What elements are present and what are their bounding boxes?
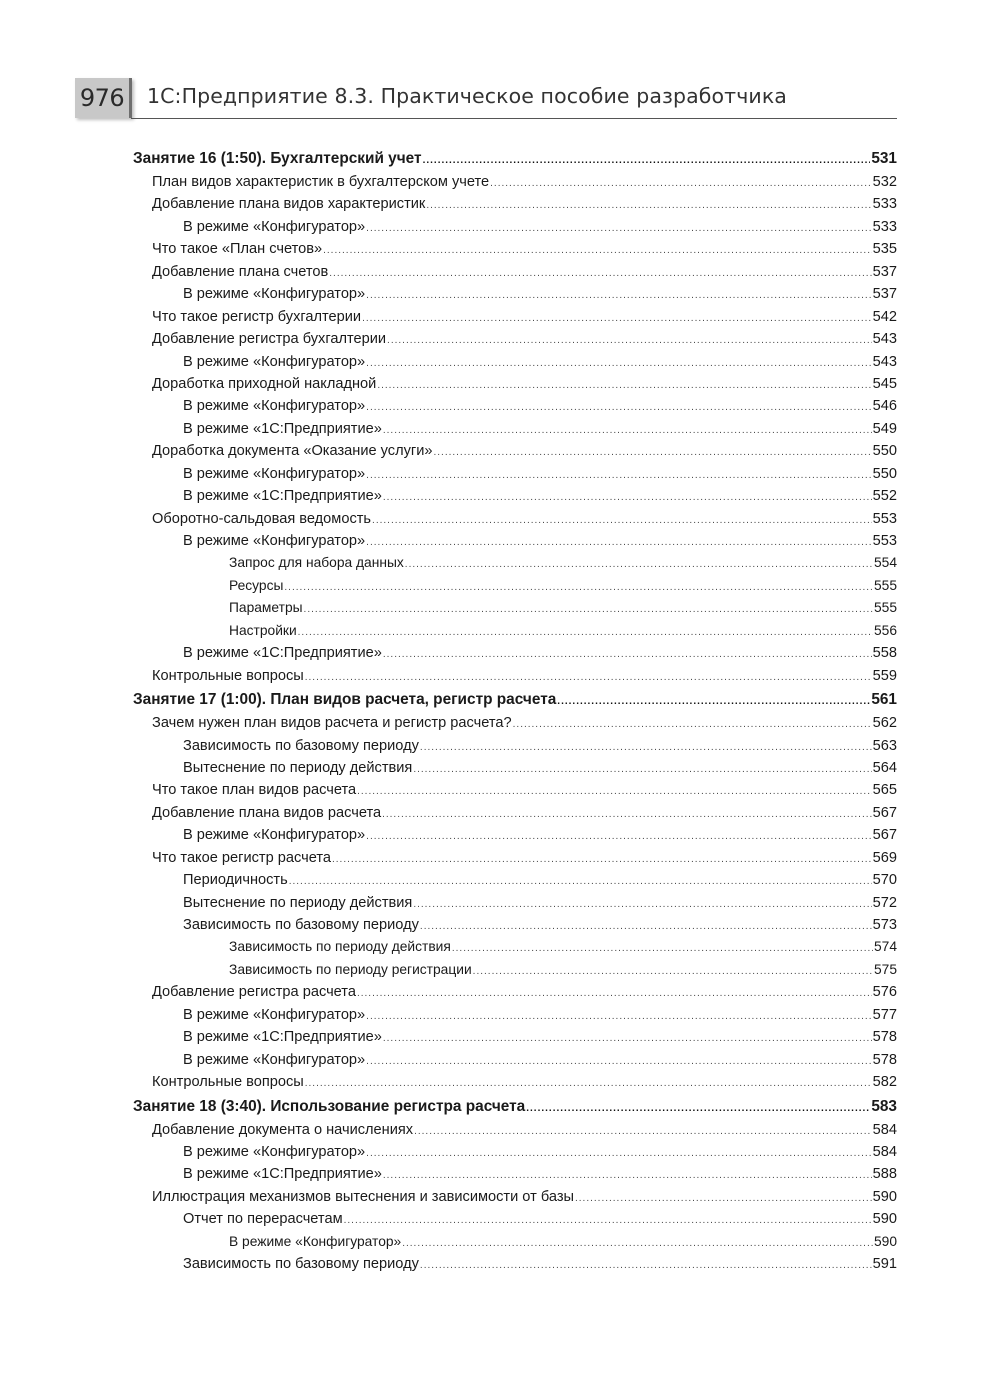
toc-entry[interactable] — [133, 1049, 897, 1071]
toc-entry-page: 572 — [872, 894, 897, 911]
dot-leader — [382, 804, 872, 826]
toc-entry[interactable] — [133, 418, 897, 440]
toc-entry-page: 543 — [872, 331, 897, 348]
toc-entry-page: 559 — [872, 667, 897, 684]
dot-leader — [383, 1165, 872, 1187]
dot-leader — [387, 330, 872, 352]
toc-entry-title: Зависимость по базовому периоду — [183, 917, 419, 933]
toc-entry[interactable] — [133, 1004, 897, 1026]
toc-entry-title: Запрос для набора данных — [229, 555, 404, 571]
toc-entry[interactable] — [133, 485, 897, 507]
dot-leader — [413, 894, 871, 916]
dot-leader — [402, 1233, 873, 1255]
dot-leader — [284, 577, 873, 599]
toc-entry-title: В режиме «Конфигуратор» — [183, 286, 366, 303]
toc-entry-title: Зачем нужен план видов расчета и регистр расчета? — [152, 715, 512, 732]
toc-entry[interactable] — [133, 936, 897, 958]
toc-entry-page: 550 — [872, 465, 897, 482]
toc-entry[interactable] — [133, 1026, 897, 1048]
toc-entry-page: 584 — [872, 1121, 897, 1138]
dot-leader — [452, 938, 873, 960]
toc-entry-title: Добавление плана видов расчета — [152, 804, 382, 821]
toc-entry-page: 590 — [872, 1188, 897, 1205]
toc-entry[interactable] — [133, 1253, 897, 1275]
toc-entry[interactable] — [133, 665, 897, 687]
toc-entry[interactable] — [133, 283, 897, 305]
toc-entry[interactable] — [133, 597, 897, 619]
dot-leader — [298, 622, 873, 644]
toc-entry-page: 558 — [872, 645, 897, 662]
toc-entry-page: 582 — [872, 1074, 897, 1091]
toc-entry-page: 576 — [872, 984, 897, 1001]
toc-entry-page: 543 — [872, 353, 897, 370]
running-title: 1С:Предприятие 8.3. Практическое пособие разработчика — [147, 84, 787, 108]
header-divider — [131, 118, 897, 119]
toc-entry-page: 567 — [872, 827, 897, 844]
toc-entry-page: 562 — [872, 715, 897, 732]
toc-entry[interactable] — [133, 1071, 897, 1093]
toc-entry-page: 554 — [873, 555, 897, 571]
toc-entry[interactable] — [133, 193, 897, 215]
toc-entry-title: Вытеснение по периоду действия — [183, 759, 413, 776]
toc-entry-title: Отчет по перерасчетам — [183, 1211, 343, 1228]
toc-entry-title: В режиме «Конфигуратор» — [183, 465, 366, 482]
toc-entry-page: 565 — [872, 782, 897, 799]
dot-leader — [304, 599, 873, 621]
toc-entry-title: Иллюстрация механизмов вытеснения и зависимости от базы — [152, 1188, 574, 1205]
toc-entry[interactable] — [133, 981, 897, 1003]
dot-leader — [490, 173, 872, 195]
toc-entry-page: 590 — [873, 1233, 897, 1249]
dot-leader — [413, 759, 871, 781]
dot-leader — [383, 644, 872, 666]
toc-entry[interactable] — [133, 530, 897, 552]
toc-entry-page: 546 — [872, 398, 897, 415]
toc-entry-page: 561 — [871, 691, 897, 709]
dot-leader — [473, 961, 873, 983]
toc-entry[interactable] — [133, 620, 897, 642]
toc-entry-page: 556 — [873, 622, 897, 638]
toc-entry[interactable] — [133, 552, 897, 574]
toc-entry-page: 577 — [872, 1006, 897, 1023]
toc-chapter-entry[interactable] — [133, 1094, 897, 1119]
dot-leader — [420, 737, 872, 759]
toc-entry-title: В режиме «Конфигуратор» — [183, 353, 366, 370]
dot-leader — [420, 1255, 872, 1277]
dot-leader — [420, 916, 872, 938]
toc-entry[interactable] — [133, 869, 897, 891]
toc-entry-title: Добавление плана видов характеристик — [152, 196, 426, 213]
dot-leader — [323, 240, 872, 262]
toc-entry-page: 583 — [871, 1097, 897, 1115]
dot-leader — [362, 308, 872, 330]
dot-leader — [332, 849, 872, 871]
toc-entry-page: 532 — [872, 174, 897, 190]
toc-entry-page: 535 — [872, 241, 897, 258]
toc-entry-title: В режиме «1С:Предприятие» — [183, 488, 382, 505]
toc-entry-title: В режиме «Конфигуратор» — [183, 827, 366, 844]
toc-entry-title: Зависимость по базовому периоду — [183, 1256, 419, 1273]
toc-entry-title: План видов характеристик в бухгалтерском учете — [152, 174, 490, 190]
dot-leader — [383, 420, 872, 442]
toc-entry-page: 590 — [872, 1211, 897, 1228]
toc-entry-title: Что такое регистр расчета — [152, 849, 331, 866]
toc-entry-title: В режиме «Конфигуратор» — [183, 1051, 366, 1068]
toc-entry[interactable] — [133, 463, 897, 485]
toc-entry-title: Зависимость по периоду действия — [229, 939, 451, 955]
toc-entry-page: 574 — [873, 939, 897, 955]
toc-entry-title: Занятие 16 (1:50). Бухгалтерский учет — [133, 150, 422, 167]
toc-entry-page: 575 — [873, 961, 897, 977]
toc-entry-title: В режиме «Конфигуратор» — [183, 1143, 366, 1160]
toc-entry-page: 564 — [872, 759, 897, 776]
toc-entry-page: 550 — [872, 443, 897, 460]
toc-entry[interactable] — [133, 238, 897, 260]
toc-entry[interactable] — [133, 914, 897, 936]
dot-leader — [366, 1051, 871, 1073]
toc-entry-title: В режиме «Конфигуратор» — [183, 533, 366, 549]
toc-entry[interactable] — [133, 306, 897, 328]
dot-leader — [357, 781, 872, 803]
dot-leader — [372, 510, 872, 532]
toc-entry-title: Добавление документа о начислениях — [152, 1121, 414, 1138]
toc-entry-title: Что такое регистр бухгалтерии — [152, 308, 362, 325]
toc-entry[interactable] — [133, 1231, 897, 1253]
toc-entry-title: Что такое «План счетов» — [152, 241, 323, 258]
toc-entry-page: 578 — [872, 1051, 897, 1068]
toc-entry-page: 591 — [872, 1256, 897, 1273]
dot-leader — [366, 353, 871, 375]
toc-entry[interactable] — [133, 735, 897, 757]
toc-entry-page: 533 — [872, 196, 897, 213]
toc-entry-page: 533 — [872, 218, 897, 235]
toc-entry-title: Периодичность — [183, 872, 288, 889]
dot-leader — [526, 1096, 870, 1121]
dot-leader — [433, 442, 871, 464]
dot-leader — [513, 714, 872, 736]
toc-entry-page: 555 — [873, 577, 897, 593]
toc-entry[interactable] — [133, 1208, 897, 1230]
toc-entry-page: 553 — [872, 510, 897, 527]
toc-entry[interactable] — [133, 779, 897, 801]
toc-entry[interactable] — [133, 351, 897, 373]
toc-entry[interactable] — [133, 712, 897, 734]
toc-entry-title: В режиме «Конфигуратор» — [183, 398, 366, 415]
dot-leader — [405, 554, 873, 576]
dot-leader — [344, 1210, 872, 1232]
toc-entry[interactable] — [133, 1119, 897, 1141]
toc-entry-title: Доработка приходной накладной — [152, 375, 377, 392]
toc-entry-title: В режиме «Конфигуратор» — [183, 1006, 366, 1023]
toc-entry[interactable] — [133, 575, 897, 597]
dot-leader — [357, 983, 872, 1005]
dot-leader — [423, 148, 871, 173]
toc-entry-page: 542 — [872, 308, 897, 325]
toc-entry-page: 584 — [872, 1143, 897, 1160]
toc-chapter-entry[interactable] — [133, 687, 897, 712]
toc-entry[interactable] — [133, 508, 897, 530]
toc-entry[interactable] — [133, 802, 897, 824]
toc-entry-title: Зависимость по периоду регистрации — [229, 961, 472, 977]
toc-entry-title: Добавление плана счетов — [152, 263, 329, 280]
toc-entry-title: Что такое план видов расчета — [152, 782, 357, 799]
toc-entry[interactable] — [133, 1163, 897, 1185]
toc-entry-title: Добавление регистра бухгалтерии — [152, 331, 387, 348]
toc-entry[interactable] — [133, 959, 897, 981]
dot-leader — [414, 1121, 872, 1143]
dot-leader — [366, 218, 871, 240]
toc-entry-title: Настройки — [229, 622, 297, 638]
toc-entry[interactable] — [133, 1186, 897, 1208]
dot-leader — [366, 532, 871, 554]
toc-entry-title: Контрольные вопросы — [152, 1074, 304, 1091]
dot-leader — [383, 1028, 872, 1050]
toc-entry-page: 552 — [872, 488, 897, 505]
toc-entry[interactable] — [133, 892, 897, 914]
dot-leader — [426, 195, 871, 217]
toc-entry[interactable] — [133, 373, 897, 395]
toc-entry-page: 569 — [872, 849, 897, 866]
toc-entry-title: В режиме «Конфигуратор» — [229, 1233, 402, 1249]
dot-leader — [557, 689, 870, 714]
toc-entry[interactable] — [133, 847, 897, 869]
dot-leader — [366, 1006, 871, 1028]
toc-entry[interactable] — [133, 216, 897, 238]
toc-entry-page: 555 — [873, 600, 897, 616]
toc-entry[interactable] — [133, 261, 897, 283]
toc-entry-page: 537 — [872, 263, 897, 280]
dot-leader — [366, 397, 871, 419]
page-number: 976 — [75, 78, 132, 118]
toc-entry-page: 578 — [872, 1029, 897, 1046]
toc-entry-title: Добавление регистра расчета — [152, 984, 356, 1001]
toc-entry-title: Зависимость по базовому периоду — [183, 737, 419, 754]
toc-entry-title: Параметры — [229, 600, 303, 616]
toc-entry[interactable] — [133, 171, 897, 193]
toc-entry[interactable] — [133, 395, 897, 417]
toc-chapter-entry[interactable] — [133, 146, 897, 171]
page-header — [75, 78, 897, 122]
dot-leader — [366, 826, 871, 848]
toc-entry-page: 531 — [871, 150, 897, 167]
toc-entry-title: Оборотно-сальдовая ведомость — [152, 510, 372, 527]
toc-entry-title: Вытеснение по периоду действия — [183, 894, 413, 911]
toc-entry-title: Ресурсы — [229, 577, 284, 593]
dot-leader — [305, 1073, 872, 1095]
toc-entry-title: В режиме «1С:Предприятие» — [183, 1029, 382, 1046]
toc-entry[interactable] — [133, 824, 897, 846]
dot-leader — [575, 1188, 872, 1210]
toc-entry-title: Занятие 18 (3:40). Использование регистра расчета — [133, 1097, 526, 1115]
toc-entry-title: В режиме «1С:Предприятие» — [183, 420, 382, 437]
dot-leader — [377, 375, 871, 397]
dot-leader — [366, 465, 871, 487]
toc-entry-page: 537 — [872, 286, 897, 303]
toc-entry-page: 573 — [872, 917, 897, 933]
dot-leader — [289, 871, 872, 893]
toc-entry-page: 553 — [872, 533, 897, 549]
toc-entry[interactable] — [133, 440, 897, 462]
toc-entry-title: Контрольные вопросы — [152, 667, 304, 684]
toc-entry-title: Занятие 17 (1:00). План видов расчета, регистр расчета — [133, 691, 557, 709]
toc-entry-title: В режиме «1С:Предприятие» — [183, 645, 382, 662]
toc-entry[interactable] — [133, 328, 897, 350]
dot-leader — [366, 1143, 871, 1165]
toc-entry[interactable] — [133, 642, 897, 664]
toc-entry-page: 588 — [872, 1166, 897, 1183]
toc-entry-title: В режиме «1С:Предприятие» — [183, 1166, 382, 1183]
dot-leader — [383, 487, 872, 509]
toc-entry-page: 549 — [872, 420, 897, 437]
toc-entry[interactable] — [133, 1141, 897, 1163]
toc-entry[interactable] — [133, 757, 897, 779]
toc-entry-page: 570 — [872, 872, 897, 889]
dot-leader — [366, 285, 871, 307]
toc-entry-page: 545 — [872, 375, 897, 392]
dot-leader — [329, 263, 871, 285]
toc-entry-page: 567 — [872, 804, 897, 821]
table-of-contents — [133, 146, 897, 1276]
toc-entry-page: 563 — [872, 737, 897, 754]
dot-leader — [305, 667, 872, 689]
toc-entry-title: В режиме «Конфигуратор» — [183, 218, 366, 235]
toc-entry-title: Доработка документа «Оказание услуги» — [152, 443, 433, 460]
